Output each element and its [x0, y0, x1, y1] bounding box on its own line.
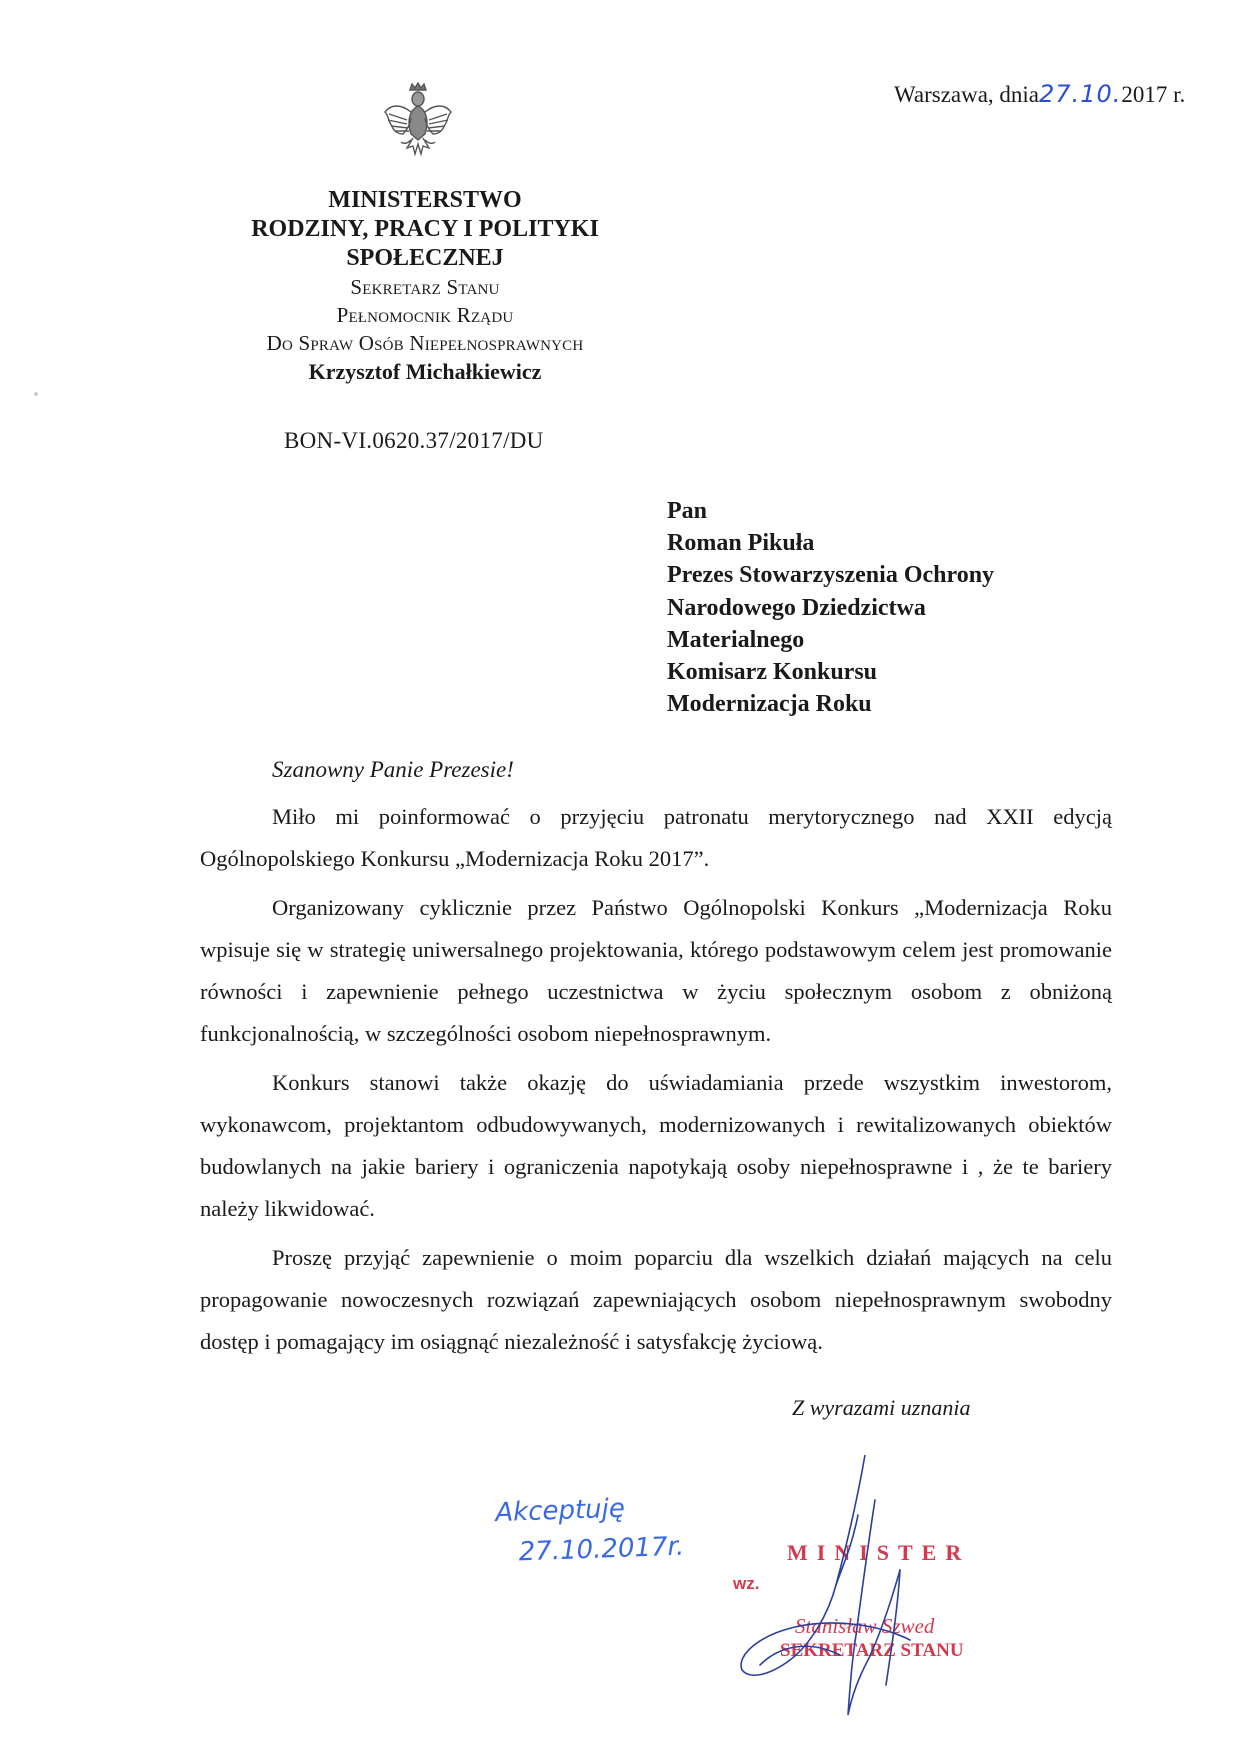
- letter-body: [200, 796, 1112, 1370]
- addressee-line: Komisarz Konkursu: [667, 659, 878, 686]
- handwritten-note-line2: 27.10.2017r.: [518, 1531, 685, 1568]
- addressee-line: Narodowego Dziedzictwa: [667, 594, 926, 621]
- handwritten-acceptance-note: [489, 1487, 685, 1574]
- stamp-wz: wz.: [733, 1574, 760, 1593]
- body-paragraph: Organizowany cyklicznie przez Państwo Ogólnopolski Konkurs „Modernizacja Roku wpisuje się w strategię uniwersalnego projektowania, którego podstawowym celem jest promowanie równości i zapewnienie pełnego uczestnictwa w życiu społecznym osobom z obniżoną funkcjonalnością, w szczególności osobom niepełnosprawnym.: [200, 895, 1112, 1046]
- scan-dot: [34, 392, 38, 396]
- sender-position1: Sekretarz Stanu: [350, 275, 500, 299]
- body-paragraph: Proszę przyjąć zapewnienie o moim poparciu dla wszelkich działań mających na celu propagowanie nowoczesnych rozwiązań zapewniających osobom niepełnosprawnym swobodny dostęp i pomagający im osiągnąć niezależność i satysfakcję życiową.: [200, 1245, 1112, 1354]
- polish-eagle-icon: [383, 82, 453, 160]
- ministry-name-line1: MINISTERSTWO: [328, 187, 522, 213]
- body-paragraph: Konkurs stanowi także okazję do uświadamiania przede wszystkim inwestorom, wykonawcom, projektantom odbudowywanych, modernizowanych i rewitalizowanych obiektów budowlanych na jakie bariery i ograniczenia napotykają osoby niepełnosprawne i , że te bariery należy likwidować.: [200, 1070, 1112, 1221]
- letter-date: [894, 80, 1185, 108]
- sender-header: [215, 186, 635, 387]
- ministry-name-line3: SPOŁECZNEJ: [346, 245, 504, 271]
- addressee-line: Prezes Stowarzyszenia Ochrony: [667, 562, 995, 589]
- stamp-title: MINISTER: [787, 1540, 971, 1565]
- addressee-block: [667, 495, 994, 720]
- reference-number: BON-VI.0620.37/2017/DU: [284, 428, 544, 453]
- stamp-name: Stanisław Szwed: [795, 1614, 935, 1638]
- date-handwritten: 27.10.: [1039, 80, 1122, 108]
- sender-position2: Pełnomocnik Rządu: [336, 303, 514, 327]
- addressee-line: Materialnego: [667, 626, 805, 653]
- date-prefix: Warszawa, dnia: [894, 82, 1040, 107]
- signature-scribble: [740, 1455, 960, 1725]
- sender-name: Krzysztof Michałkiewicz: [308, 359, 542, 384]
- addressee-line: Modernizacja Roku: [667, 691, 872, 718]
- body-paragraph: Miło mi poinformować o przyjęciu patronatu merytorycznego nad XXII edycją Ogólnopolskiego Konkursu „Modernizacja Roku 2017”.: [200, 804, 1112, 871]
- handwritten-note-line1: Akceptuję: [494, 1493, 626, 1529]
- addressee-line: Pan: [667, 498, 708, 524]
- addressee-line: Roman Pikuła: [667, 530, 815, 557]
- stamp-position: SEKRETARZ STANU: [780, 1640, 964, 1661]
- closing-phrase: Z wyrazami uznania: [792, 1395, 971, 1420]
- salutation: Szanowny Panie Prezesie!: [272, 757, 514, 782]
- date-suffix: 2017 r.: [1121, 82, 1186, 107]
- ministry-name-line2: RODZINY, PRACY I POLITYKI: [251, 216, 599, 242]
- sender-position3: Do Spraw Osób Niepełnosprawnych: [266, 331, 584, 355]
